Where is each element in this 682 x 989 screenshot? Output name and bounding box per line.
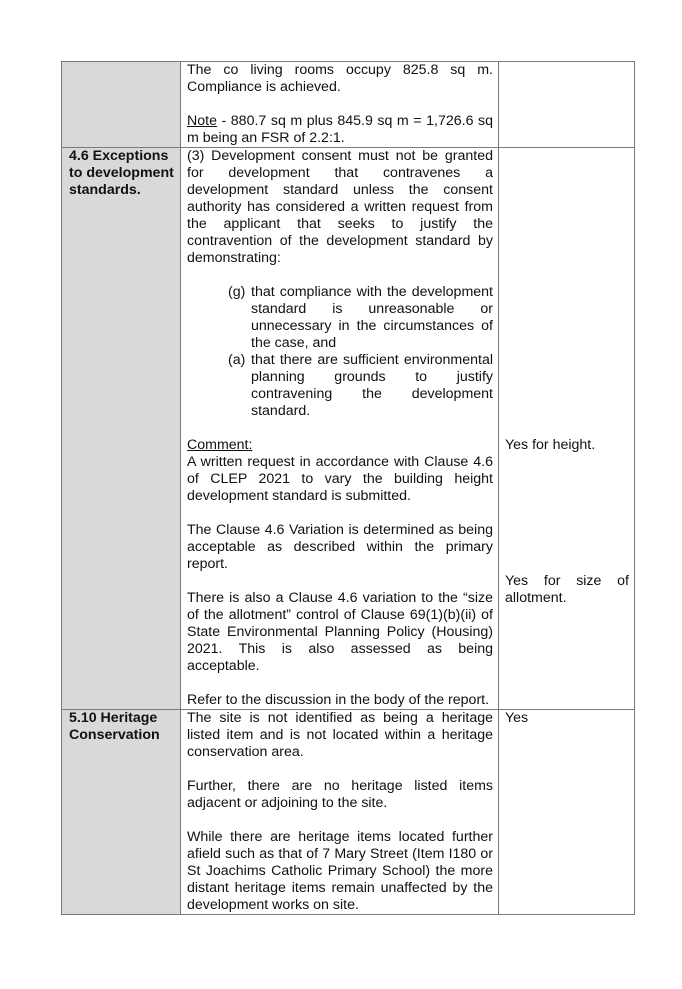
clause-intro: (3) Development consent must not be granted for development that contravenes a development standard unless the consent authority has considered a written request from the applicant that seeks to justify the contravention of the development standard by demonstrating: <box>187 148 493 266</box>
list-item <box>187 352 493 420</box>
clause-cell <box>62 148 181 710</box>
paragraph: Further, there are no heritage listed items adjacent or adjoining to the site. <box>187 778 493 811</box>
compliance-cell <box>499 148 635 710</box>
compliance-cell <box>499 62 635 148</box>
note-label: Note <box>187 113 217 129</box>
assessment-cell <box>181 710 499 915</box>
paragraph: While there are heritage items located further afield such as that of 7 Mary Street (Item I180 or St Joachims Catholic Primary School) the more distant heritage items remain unaffected by the development works on site. <box>187 829 493 913</box>
compliance-table <box>61 61 635 915</box>
paragraph: A written request in accordance with Clause 4.6 of CLEP 2021 to vary the building height development standard is submitted. <box>187 454 493 504</box>
paragraph: There is also a Clause 4.6 variation to the “size of the allotment” control of Clause 69(1)(b)(ii) of State Environmental Planning Policy (Housing) 2021. This is also assessed as being acceptable. <box>187 590 493 674</box>
clause-cell <box>62 62 181 148</box>
sub-clause-list <box>187 284 493 420</box>
list-marker: (a) <box>228 352 246 368</box>
assessment-cell <box>181 62 499 148</box>
clause-cell <box>62 710 181 915</box>
note-text: - 880.7 sq m plus 845.9 sq m = 1,726.6 sq m being an FSR of 2.2:1. <box>187 113 493 146</box>
list-item <box>187 284 493 352</box>
paragraph: The co living rooms occupy 825.8 sq m. Compliance is achieved. <box>187 62 493 95</box>
list-item-text: that there are sufficient environmental planning grounds to justify contravening the development standard. <box>251 352 493 419</box>
assessment-cell <box>181 148 499 710</box>
paragraph: The site is not identified as being a heritage listed item and is not located within a heritage conservation area. <box>187 710 493 760</box>
table-row <box>62 148 635 710</box>
compliance-value: Yes <box>505 710 529 726</box>
paragraph: The Clause 4.6 Variation is determined as being acceptable as described within the primary report. <box>187 522 493 572</box>
table-row <box>62 62 635 148</box>
list-marker: (g) <box>228 284 246 300</box>
comment-heading: Comment: <box>187 437 253 453</box>
table-row <box>62 710 635 915</box>
compliance-value: Yes for height. <box>505 437 596 453</box>
compliance-cell <box>499 710 635 915</box>
clause-heading: 5.10 Heritage Conservation <box>69 710 160 743</box>
paragraph: Refer to the discussion in the body of the report. <box>187 692 490 708</box>
clause-heading: 4.6 Exceptions to development standards. <box>69 148 174 198</box>
list-item-text: that compliance with the development standard is unreasonable or unnecessary in the circumstances of the case, and <box>251 284 493 351</box>
note-paragraph <box>187 113 493 147</box>
compliance-value: Yes for size of allotment. <box>505 573 629 606</box>
